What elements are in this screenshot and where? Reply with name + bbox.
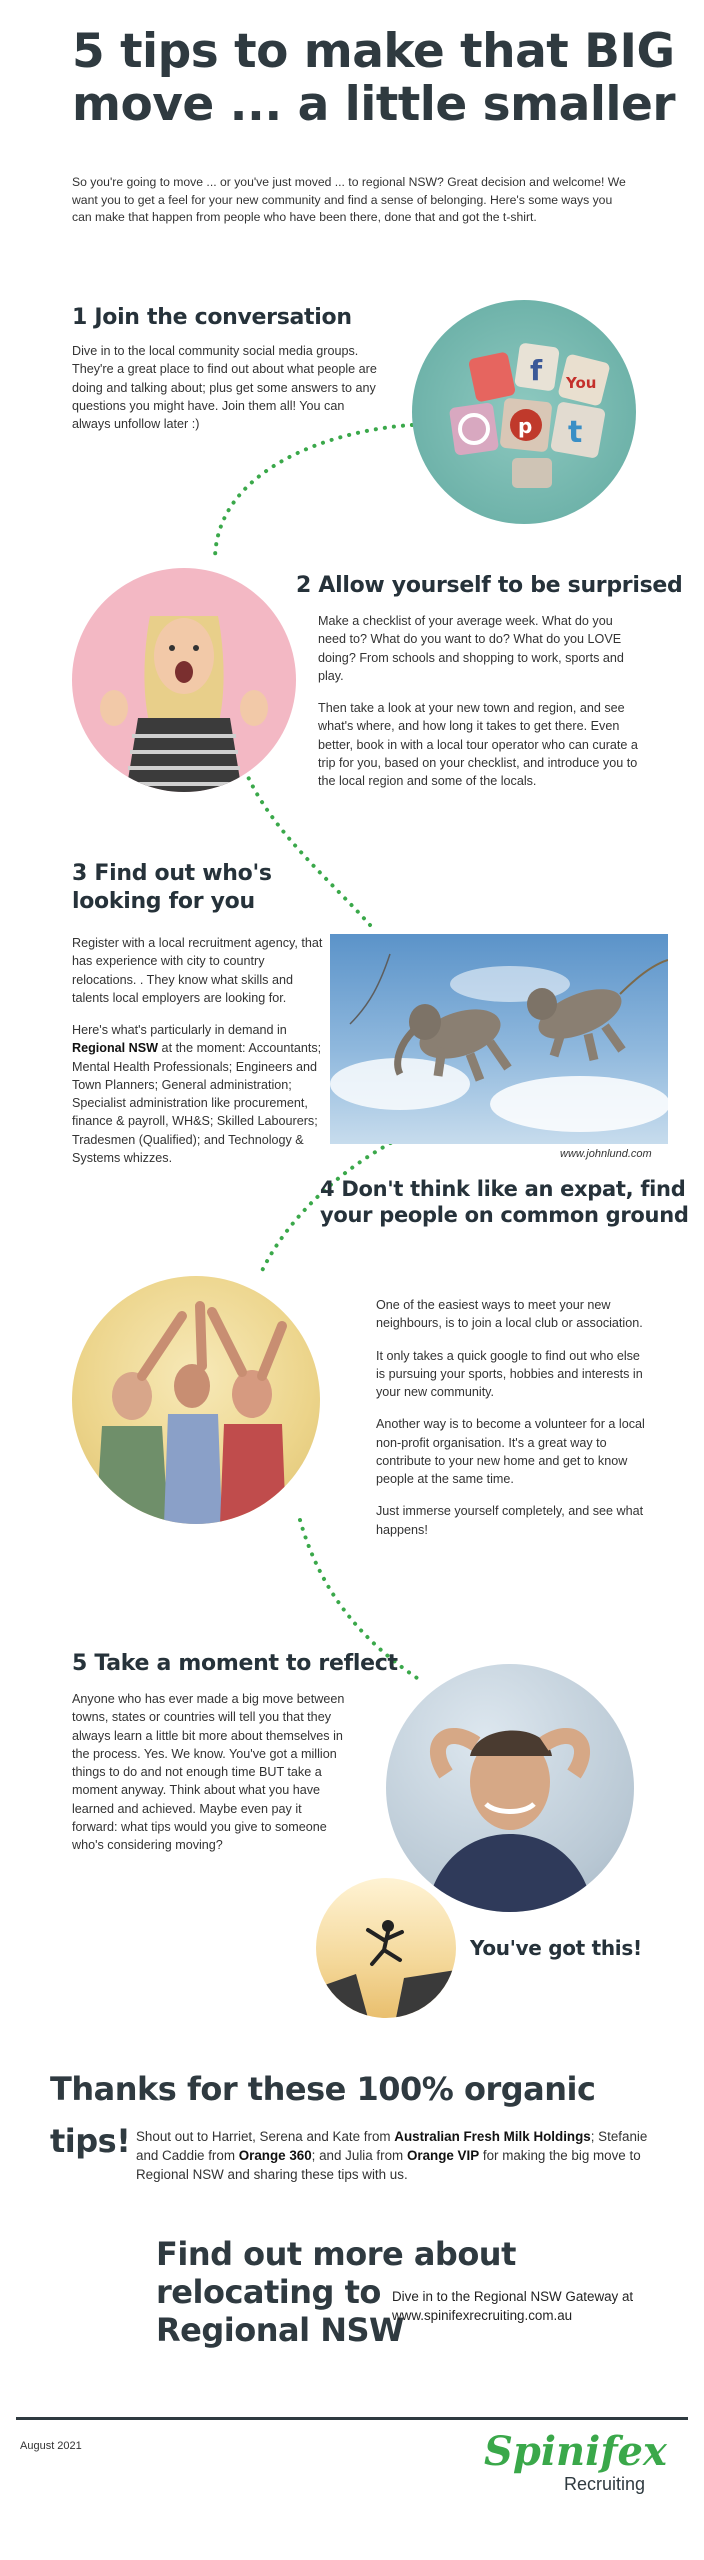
svg-text:f: f [530,354,543,387]
tip-4-paragraph-2: It only takes a quick google to find out who else is pursuing your sports, hobbies and interests in your new community. [376,1348,643,1399]
cta-heading-line-3: Regional NSW [156,2310,404,2349]
tip-5-heading: 5 Take a moment to reflect [72,1651,398,1676]
spinifex-logo[interactable] [484,2428,684,2495]
spinifex-website-link[interactable]: www.spinifexrecruiting.com.au [392,2307,573,2323]
jumping-person-illustration [316,1878,456,2018]
social-icons-illustration [412,300,636,524]
cta-text-line-1: Dive in to the Regional NSW Gateway at [392,2289,634,2304]
tip-3-heading-line-1: 3 Find out who's [72,861,272,886]
svg-text:t: t [568,415,583,450]
social-media-icons-image [412,300,636,524]
tip-4-heading-line-2: your people on common ground [320,1203,689,1228]
footer-divider [16,2417,688,2420]
tip-2-paragraph-2: Then take a look at your new town and region, and see what's where, and how long it takes to get there. Even better, book in with a local tour operator who can curate a trip for you, based on your checklist, and introduce you to the local region and some of the locals. [318,701,638,788]
flying-elephants-image [330,934,668,1144]
tip-4-heading-line-1: 4 Don't think like an expat, find [320,1177,686,1201]
tip-1-text [72,342,382,433]
tip-4-paragraph-3: Another way is to become a volunteer for a local non-profit organisation. It's a great way to contribute to your new home and get to know people at the same time. [376,1417,645,1486]
tip-3-heading [72,860,272,915]
tip-2-text [318,612,638,790]
title-line-2: move ... a little smaller [72,76,676,132]
friends-celebrating-image [72,1276,320,1524]
flying-elephants-illustration [330,934,668,1144]
tip-2-paragraph-1: Make a checklist of your average week. What do you need to? What do you want to do? What do you LOVE doing? From schools and shopping to work, sports and play. [318,614,624,683]
footer-date: August 2021 [20,2440,82,2452]
logo-sub-text: Recruiting [564,2474,646,2494]
thanks-text: Shout out to Harriet, Serena and Kate from Australian Fresh Milk Holdings; Stefanie and Caddie from Orange 360; and Julia from Orange VIP for making the big move to Regional NSW and sharing these tips with us. [136,2129,648,2182]
tip-3-paragraph-1: Register with a local recruitment agency, that has experience with city to country relocations. . They know what skills and talents local employers are looking for. [72,936,323,1005]
tip-2-heading: 2 Allow yourself to be surprised [296,573,683,598]
tip-1-paragraph: Dive in to the local community social media groups. They're a great place to find out about what people are doing and talking about; plus get some answers to any questions you might have. Join them all! You can always unfollow later :) [72,344,377,431]
svg-text:You: You [566,374,597,392]
cta-text [392,2288,633,2326]
thanks-heading-line-1: Thanks for these 100% organic [50,2070,596,2108]
logo-brand-text: Spinifex [484,2428,667,2475]
title-line-1: 5 tips to make that BIG [72,24,675,79]
youve-got-this-text: You've got this! [470,1936,642,1960]
tip-5-paragraph: Anyone who has ever made a big move between towns, states or countries will tell you that they always learn a little bit more about themselves in the process. Yes. We know. You've got a million things to do and not enough time BUT take a moment anyway. Think about what you have learned and achieved. Maybe even pay it forward: what tips would you give to someone who's considering moving? [72,1692,345,1852]
relaxed-man-image [386,1664,634,1912]
tip-4-text [376,1296,652,1539]
tip-5-text [72,1690,350,1854]
surprised-woman-illustration [72,568,296,792]
page-title [72,26,675,131]
cta-heading-line-2: relocating to [156,2272,381,2311]
thanks-heading-line-2: tips! [50,2122,131,2160]
jumping-person-image [316,1878,456,2018]
tip-1-heading: 1 Join the conversation [72,305,352,330]
tip-4-heading [320,1176,689,1229]
friends-celebrating-illustration [72,1276,320,1524]
relaxed-man-illustration [386,1664,634,1912]
tip-4-paragraph-1: One of the easiest ways to meet your new neighbours, is to join a local club or association. [376,1298,643,1331]
intro-paragraph: So you're going to move ... or you've just moved ... to regional NSW? Great decision and welcome! We want you to get a feel for your new community and find a sense of belonging. Here's some ways you can make that happen from people who have been there, done that and got the t-shirt. [72,175,626,225]
tip-3-text [72,934,330,1167]
cta-heading-line-1: Find out more about [156,2235,516,2273]
surprised-woman-image [72,568,296,792]
svg-text:p: p [518,414,533,438]
tip-3-heading-line-2: looking for you [72,888,255,914]
image-credit: www.johnlund.com [560,1148,652,1160]
tip-4-paragraph-4: Just immerse yourself completely, and see what happens! [376,1504,644,1537]
tip-3-paragraph-2: Here's what's particularly in demand in Regional NSW at the moment: Accountants; Mental Health Professionals; Engineers and Town Planners; General administration; Specialist administration like procurement, finance & payroll, WH&S; Skilled Labourers; Tradesmen (Qualified); and Technology & Systems whizzes. [72,1023,322,1165]
